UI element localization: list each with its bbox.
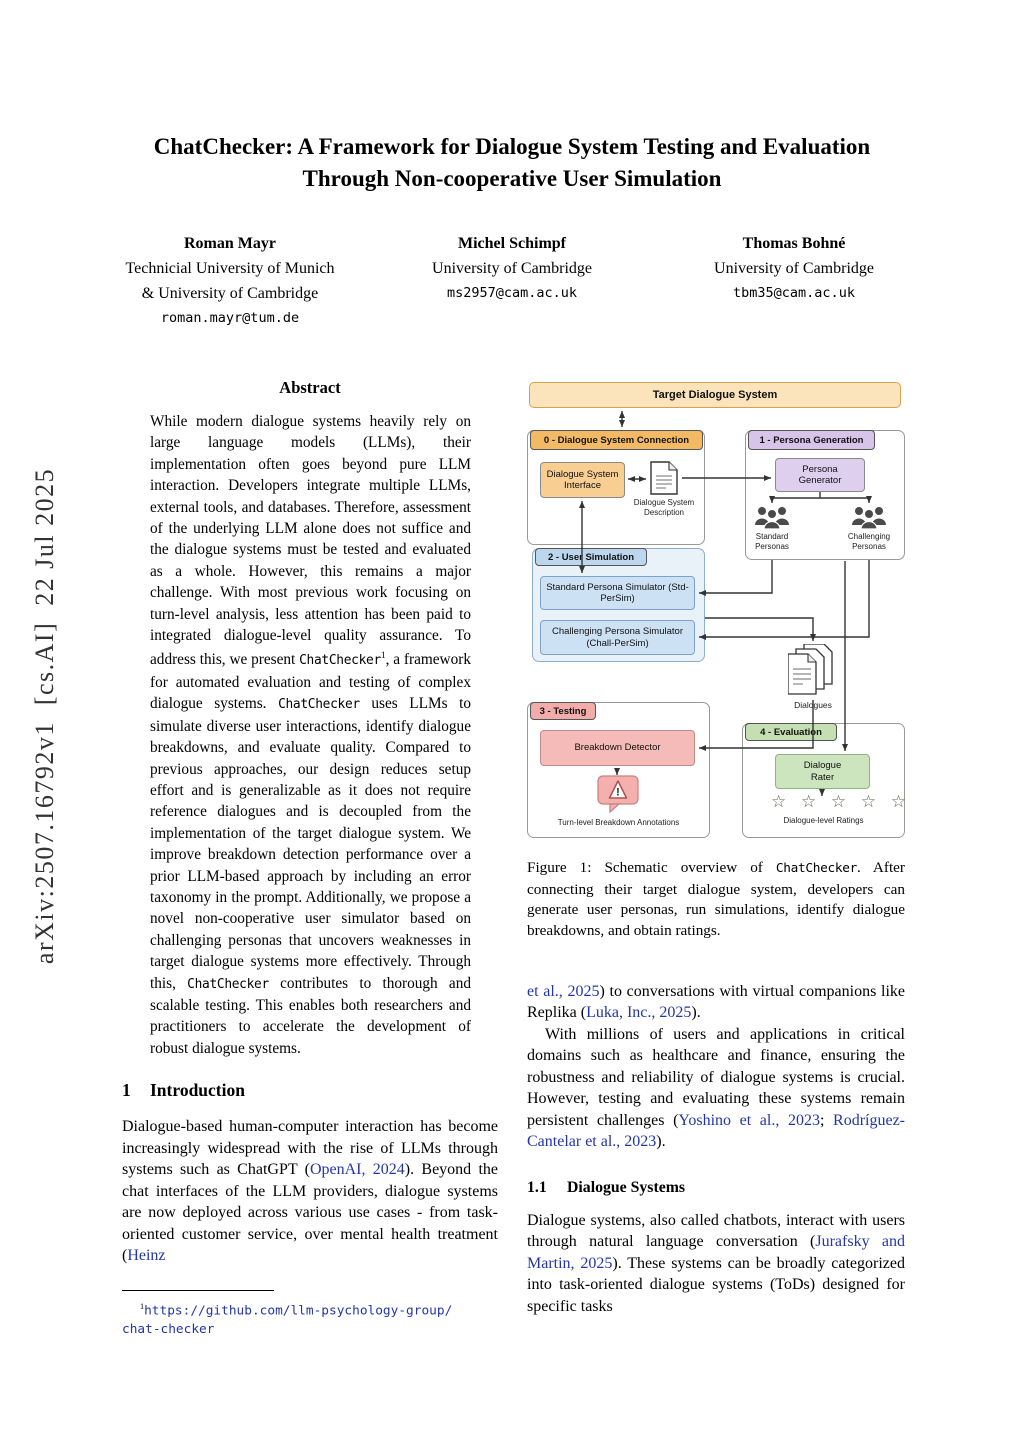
url-link[interactable]: https://github.com/llm-psychology-group/ xyxy=(144,1303,453,1319)
arxiv-watermark: arXiv:2507.16792v1 [cs.AI] 22 Jul 2025 xyxy=(30,467,59,965)
author-affiliation: & University of Cambridge xyxy=(141,285,319,302)
intro-paragraph-1: Dialogue-based human-computer interaction has become increasingly widespread with the rise of LLMs through systems such as ChatGPT (OpenAI, 2024). Beyond the chat interfaces of the LLM providers, dialogue systems are now deployed across various use cases - from task-oriented customer service, over mental health treatment (Heinz xyxy=(122,1118,498,1265)
col2-paragraph-2: With millions of users and applications in critical domains such as healthcare and finance, ensuring the robustness and reliability of dialogue systems is crucial. However, testing and evaluating these systems remain persistent challenges (Yoshino et al., 2023; Rodríguez-Cantelar et al., 2023). xyxy=(527,1025,906,1151)
module-2-header: 2 - User Simulation xyxy=(535,548,647,566)
breakdown-detector-node: Breakdown Detector xyxy=(540,730,695,766)
abstract-heading: Abstract xyxy=(279,378,341,397)
target-dialogue-system-box: Target Dialogue System xyxy=(529,382,901,408)
inline-code: ChatChecker xyxy=(299,653,381,669)
subsection-heading-dialogue-systems xyxy=(527,1179,905,1197)
persona-generator-node: Persona Generator xyxy=(775,458,865,492)
author-email: ms2957@cam.ac.uk xyxy=(446,285,578,301)
author-affiliation: Technicial University of Munich xyxy=(125,260,335,277)
warning-exclamation: ! xyxy=(616,786,620,799)
title-block xyxy=(0,131,1024,331)
inline-code: ChatChecker xyxy=(775,861,857,876)
citation-link[interactable]: Yoshino et al., 2023 xyxy=(678,1111,820,1129)
dialogue-systems-paragraph-1: Dialogue systems, also called chatbots, interact with users through natural language conversation (Jurafsky and Martin, 2025). These systems can be broadly categorized into task-oriented dialogue systems (ToDs) designed for specific tasks xyxy=(527,1211,906,1315)
author-email: tbm35@cam.ac.uk xyxy=(733,285,855,301)
footnote-text xyxy=(122,1298,498,1338)
inline-code: ChatChecker xyxy=(278,697,360,713)
section-title: Introduction xyxy=(150,1080,245,1101)
dialogue-system-description-label: Dialogue System Description xyxy=(633,498,695,517)
subsection-title: Dialogue Systems xyxy=(567,1178,686,1196)
citation-link[interactable]: Heinz xyxy=(127,1247,166,1265)
left-column xyxy=(122,378,498,1267)
citation-link[interactable]: et al., 2025 xyxy=(527,982,600,1000)
title-line-1: ChatChecker: A Framework for Dialogue System Testing and Evaluation xyxy=(153,134,871,159)
author-affiliation: University of Cambridge xyxy=(432,260,592,277)
col2-paragraph-1: et al., 2025) to conversations with virtual companions like Replika (Luka, Inc., 2025). xyxy=(527,982,905,1022)
breakdown-warning-icon xyxy=(596,774,640,819)
rating-stars-icon: ☆ ☆ ☆ ☆ ☆ xyxy=(771,792,912,811)
author-block-3 xyxy=(679,231,909,306)
subsection-number: 1.1 xyxy=(527,1178,547,1196)
module-3-header: 3 - Testing xyxy=(530,702,596,720)
citation-link[interactable]: Rodríguez-Cantelar et al., 2023 xyxy=(527,1111,906,1151)
author-affiliation: University of Cambridge xyxy=(714,260,874,277)
module-1-header: 1 - Persona Generation xyxy=(748,430,875,450)
dialogues-label: Dialogues xyxy=(794,700,832,710)
inline-code: ChatChecker xyxy=(187,976,269,992)
citation-link[interactable]: Jurafsky and Martin, 2025 xyxy=(527,1233,906,1272)
title-line-2: Through Non-cooperative User Simulation xyxy=(302,166,722,191)
turn-level-annotations-label: Turn-level Breakdown Annotations xyxy=(557,818,680,827)
author-block-1 xyxy=(115,231,345,331)
author-block-2 xyxy=(397,231,627,306)
url-link[interactable]: chat-checker xyxy=(122,1321,215,1337)
authors-row xyxy=(0,231,1024,331)
figure-1-caption: Figure 1: Schematic overview of ChatChecker. After connecting their target dialogue system, developers can generate user personas, run simulations, identify dialogue breakdowns, and obtain ratings. xyxy=(527,859,905,940)
standard-persona-simulator-node: Standard Persona Simulator (Std-PerSim) xyxy=(540,576,695,610)
section-heading-introduction xyxy=(122,1080,498,1101)
section-number: 1 xyxy=(122,1080,131,1101)
dialogue-system-interface-node: Dialogue System Interface xyxy=(540,462,625,498)
dialogues-stack-icon xyxy=(788,644,838,703)
module-4-header: 4 - Evaluation xyxy=(745,723,837,741)
module-0-header: 0 - Dialogue System Connection xyxy=(530,430,703,450)
footnote xyxy=(122,1290,498,1338)
footnote-marker: 1 xyxy=(380,651,386,662)
figure-1-diagram xyxy=(527,378,912,845)
abstract-text: While modern dialogue systems heavily rely on large language models (LLMs), their implementation often goes beyond pure LLM interaction. Developers integrate multiple LLMs, external tools, and databases. Therefore, assessment of the underlying LLM alone does not suffice and the dialogue systems must be tested and evaluated as a whole. However, this remains a major challenge. With most previous work focusing on turn-level analysis, less attention has been paid to integrated dialogue-level quality assurance. To address this, we present ChatChecker$^1$, a framework for automated evaluation and testing of complex dialogue systems. ChatChecker uses LLMs to simulate diverse user interactions, identify dialogue breakdowns, and evaluate quality. Compared to previous approaches, our design reduces setup effort and is generalizable as it does not require reference dialogues and is decoupled from the implementation of the target dialogue system. We improve breakdown detection performance over a prior LLM-based approach by including an error taxonomy in the prompt. Additionally, we propose a novel non-cooperative user simulator based on challenging personas that uncovers weaknesses in target dialogue systems more effectively. Through this, ChatChecker contributes to thorough and scalable testing. This enables both researchers and practitioners to accelerate the development of robust dialogue systems. xyxy=(150,413,471,1057)
right-column xyxy=(527,378,912,1317)
dialogue-rater-node: Dialogue Rater xyxy=(775,754,870,789)
author-name: Thomas Bohné xyxy=(742,235,846,252)
challenging-persona-simulator-node: Challenging Persona Simulator (Chall-PerSim) xyxy=(540,620,695,655)
author-name: Roman Mayr xyxy=(184,235,276,252)
footnote-marker: 1 xyxy=(140,1302,145,1311)
standard-personas-label: Standard Personas xyxy=(755,532,789,551)
author-email: roman.mayr@tum.de xyxy=(160,310,300,326)
footnote-rule xyxy=(122,1290,274,1291)
standard-personas-icon xyxy=(754,504,790,535)
citation-link[interactable]: OpenAI, 2024 xyxy=(309,1161,405,1179)
dialogue-level-ratings-label: Dialogue-level Ratings xyxy=(783,816,864,825)
document-icon xyxy=(649,461,679,500)
citation-link[interactable]: Luka, Inc., 2025 xyxy=(586,1004,692,1022)
challenging-personas-icon xyxy=(851,504,887,535)
challenging-personas-label: Challenging Personas xyxy=(847,532,891,551)
paper-title xyxy=(0,131,1024,195)
author-name: Michel Schimpf xyxy=(458,235,566,252)
